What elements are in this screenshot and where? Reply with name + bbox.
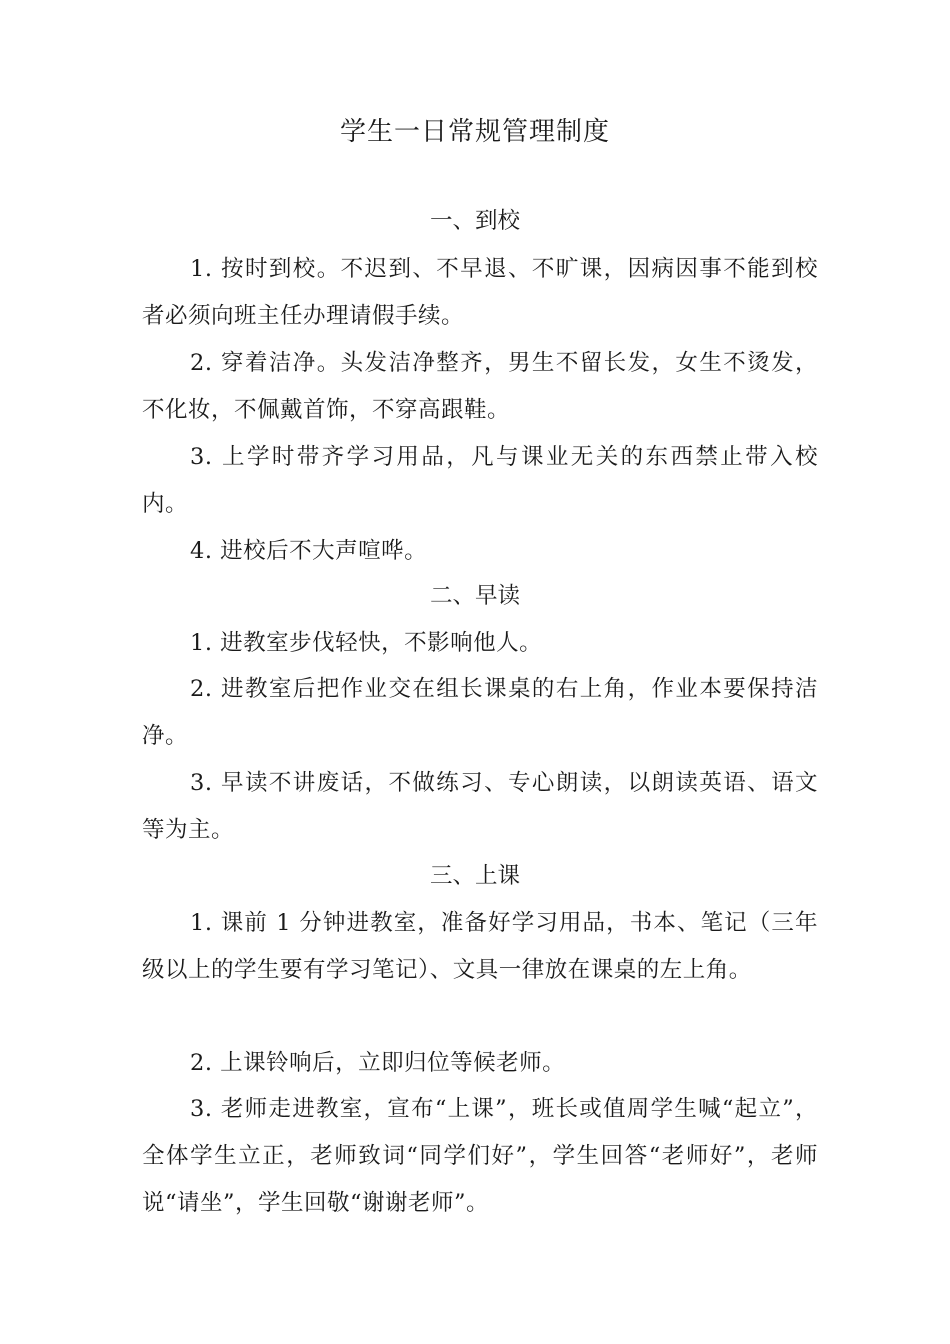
paragraph: 1. 课前 1 分钟进教室，准备好学习用品，书本、笔记（三年级以上的学生要有学习笔记）、文具一律放在课桌的左上角。 bbox=[142, 910, 818, 983]
paragraph: 4. 进校后不大声喧哗。 bbox=[190, 538, 428, 564]
paragraph: 1. 进教室步伐轻快，不影响他人。 bbox=[190, 630, 543, 656]
document-title: 学生一日常规管理制度 bbox=[339, 117, 610, 147]
paragraph: 2. 穿着洁净。头发洁净整齐，男生不留长发，女生不烫发，不化妆，不佩戴首饰，不穿高跟鞋。 bbox=[142, 350, 818, 423]
paragraph: 3. 上学时带齐学习用品，凡与课业无关的东西禁止带入校内。 bbox=[142, 444, 818, 517]
section-heading-class: 三、上课 bbox=[429, 863, 520, 889]
paragraph: 3. 早读不讲废话，不做练习、专心朗读，以朗读英语、语文等为主。 bbox=[142, 770, 818, 843]
paragraph: 1. 按时到校。不迟到、不早退、不旷课，因病因事不能到校者必须向班主任办理请假手续。 bbox=[142, 256, 818, 329]
paragraph: 3. 老师走进教室，宣布“上课”，班长或值周学生喊“起立”，全体学生立正，老师致词“同学们好”，学生回答“老师好”，老师说“请坐”，学生回敬“谢谢老师”。 bbox=[142, 1096, 818, 1216]
paragraph: 2. 上课铃响后，立即归位等候老师。 bbox=[190, 1050, 566, 1076]
section-heading-morning-reading: 二、早读 bbox=[429, 583, 520, 609]
section-heading-arrival: 一、到校 bbox=[429, 208, 520, 234]
paragraph: 2. 进教室后把作业交在组长课桌的右上角，作业本要保持洁净。 bbox=[142, 676, 818, 749]
